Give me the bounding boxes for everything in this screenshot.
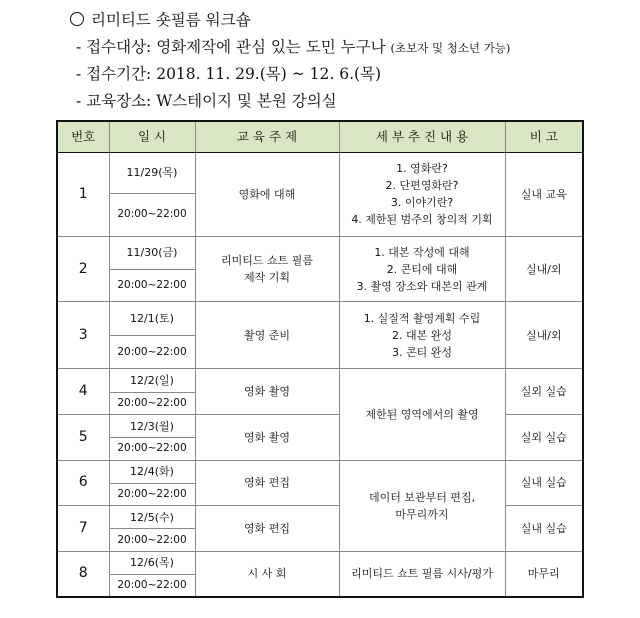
table-row [57, 414, 583, 437]
table-row [57, 236, 583, 269]
row-note: 실외 실습 [505, 414, 583, 460]
row-date: 12/3(월) [109, 414, 195, 437]
row-details: 1. 대본 작성에 대해 2. 콘티에 대해 3. 촬영 장소와 대본의 관계 [339, 236, 505, 302]
row-details-merged: 데이터 보관부터 편집, 마무리까지 [339, 460, 505, 551]
row-number: 1 [57, 152, 109, 236]
row-note: 마무리 [505, 551, 583, 597]
table-row [57, 551, 583, 574]
row-date: 12/2(일) [109, 369, 195, 392]
section-title: 리미티드 숏필름 워크숍 [70, 8, 640, 30]
row-date: 11/30(금) [109, 236, 195, 269]
row-topic: 영화 촬영 [195, 414, 339, 460]
row-date: 12/6(목) [109, 551, 195, 574]
table-row [57, 302, 583, 335]
row-note: 실내 실습 [505, 506, 583, 552]
row-topic: 영화에 대해 [195, 152, 339, 236]
row-details: 1. 실질적 촬영계획 수립 2. 대본 완성 3. 콘티 완성 [339, 302, 505, 369]
row-topic: 시 사 회 [195, 551, 339, 597]
row-number: 2 [57, 236, 109, 302]
row-number: 5 [57, 414, 109, 460]
row-number: 4 [57, 369, 109, 415]
table-row [57, 506, 583, 529]
period-line: - 접수기간: 2018. 11. 29.(목) ~ 12. 6.(목) [76, 65, 382, 83]
row-topic: 리미티드 쇼트 필름 제작 기획 [195, 236, 339, 302]
row-topic: 영화 편집 [195, 460, 339, 506]
table-row [57, 152, 583, 194]
header-details: 세 부 추 진 내 용 [339, 121, 505, 152]
circle-bullet-icon [70, 12, 84, 26]
row-time: 20:00~22:00 [109, 529, 195, 551]
schedule-table [56, 120, 584, 598]
table-row [57, 369, 583, 392]
row-topic: 영화 촬영 [195, 369, 339, 415]
target-label: - 접수대상: 영화제작에 관심 있는 도민 누구나 [76, 38, 386, 56]
header-datetime: 일 시 [109, 121, 195, 152]
header-no: 번호 [57, 121, 109, 152]
place-line: - 교육장소: W스테이지 및 본원 강의실 [76, 92, 337, 110]
row-note: 실내 실습 [505, 460, 583, 506]
row-details: 1. 영화란? 2. 단편영화란? 3. 이야기란? 4. 제한된 범주의 창의적 기획 [339, 152, 505, 236]
target-line [76, 35, 640, 57]
row-time: 20:00~22:00 [109, 438, 195, 460]
target-note: (초보자 및 청소년 가능) [390, 41, 511, 55]
row-date: 12/1(토) [109, 302, 195, 335]
row-time: 20:00~22:00 [109, 335, 195, 368]
row-number: 3 [57, 302, 109, 369]
table-header-row [57, 121, 583, 152]
row-note: 실외 실습 [505, 369, 583, 415]
row-note: 실내/외 [505, 236, 583, 302]
row-time: 20:00~22:00 [109, 194, 195, 237]
row-note: 실내 교육 [505, 152, 583, 236]
row-time: 20:00~22:00 [109, 270, 195, 302]
row-topic: 촬영 준비 [195, 302, 339, 369]
row-date: 11/29(목) [109, 152, 195, 194]
row-number: 6 [57, 460, 109, 506]
row-time: 20:00~22:00 [109, 575, 195, 597]
header-note: 비 고 [505, 121, 583, 152]
row-details: 리미티드 쇼트 필름 시사/평가 [339, 551, 505, 597]
row-date: 12/4(화) [109, 460, 195, 483]
row-details-merged: 제한된 영역에서의 촬영 [339, 369, 505, 460]
row-number: 8 [57, 551, 109, 597]
row-time: 20:00~22:00 [109, 483, 195, 505]
row-topic: 영화 편집 [195, 506, 339, 552]
row-time: 20:00~22:00 [109, 392, 195, 414]
row-number: 7 [57, 506, 109, 552]
row-note: 실내/외 [505, 302, 583, 369]
table-row [57, 460, 583, 483]
row-date: 12/5(수) [109, 506, 195, 529]
header-topic: 교 육 주 제 [195, 121, 339, 152]
